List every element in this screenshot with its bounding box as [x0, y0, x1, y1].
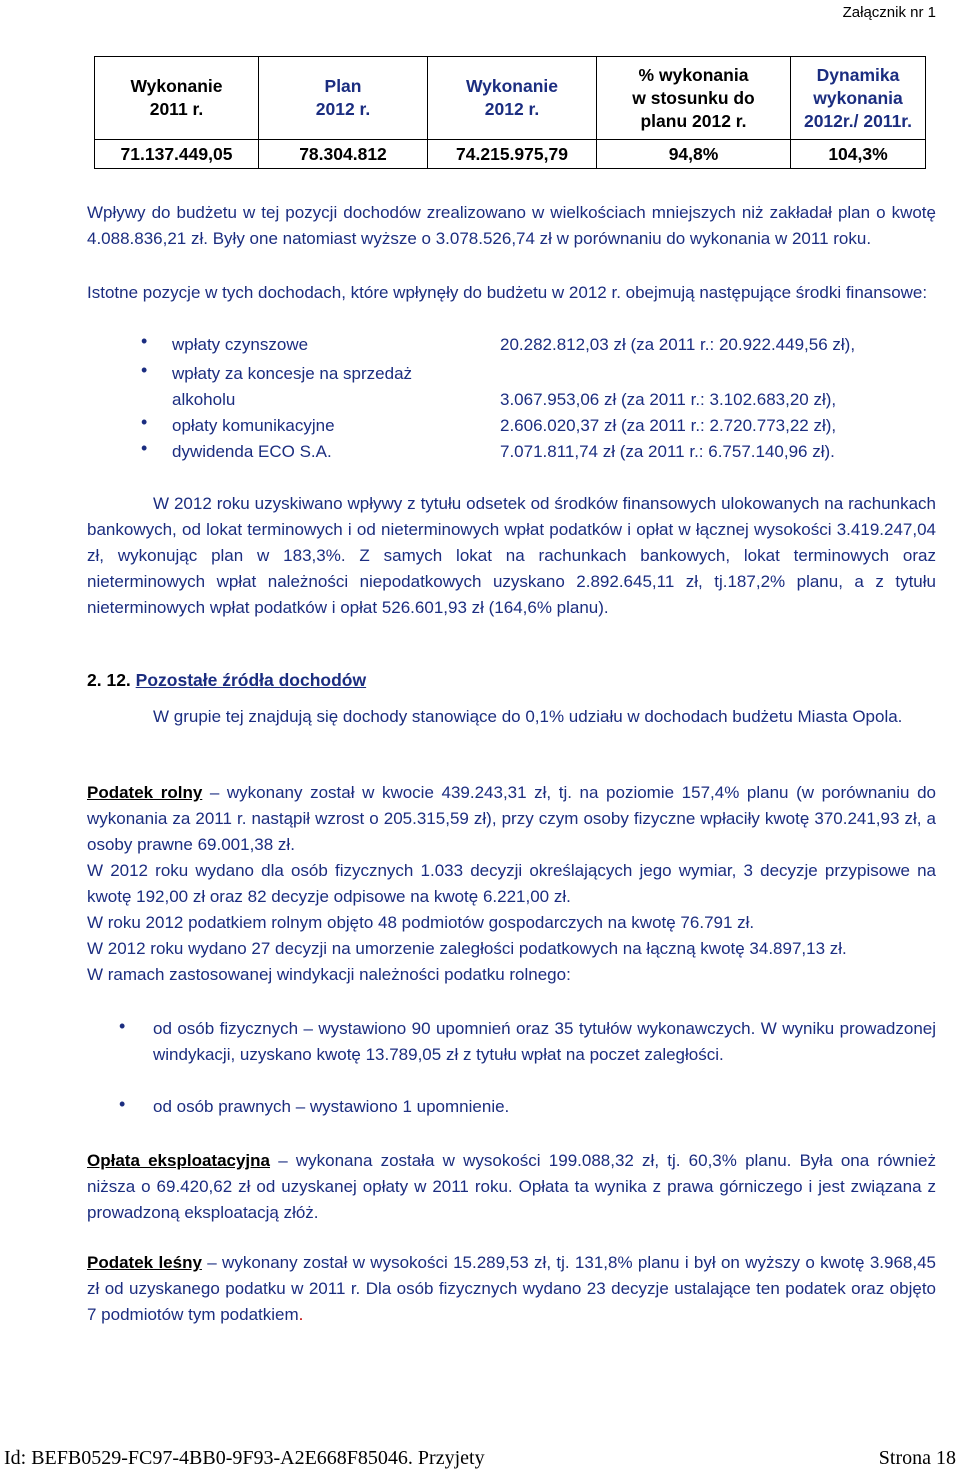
- list-item-label: wpłaty czynszowe: [172, 335, 309, 354]
- bullet-icon: •: [141, 412, 148, 432]
- table-header-row: [95, 57, 926, 140]
- bullet-icon: •: [141, 360, 148, 380]
- header-wykonanie-2011: Wykonanie 2011 r.: [95, 57, 259, 140]
- paragraph-odsetki: W 2012 roku uzyskiwano wpływy z tytułu odsetek od środków finansowych ulokowanych na rachunkach bankowych, od lokat terminowych i od nieterminowych wpłat podatków i opłat w łącznej wysokości 3.419.247,04 zł, wykonując plan w 183,3%. Z samych lokat na rachunkach bankowych, lokat terminowych oraz nieterminowych wpłat należności niepodatkowych uzyskano 2.892.645,11 zł, tj.187,2% planu, a z tytułu nieterminowych wpłat podatków i opłat 526.601,93 zł (164,6% planu).: [87, 494, 936, 617]
- attachment-label: Załącznik nr 1: [842, 4, 936, 21]
- table-values-row: [95, 140, 926, 169]
- section-heading: 2. 12. Pozostałe źródła dochodów: [87, 670, 367, 690]
- list-item-label: alkoholu: [172, 390, 236, 409]
- oplata-eksploatacyjna-title: Opłata eksploatacyjna: [87, 1151, 270, 1170]
- windykacja-item: od osób prawnych – wystawiono 1 upomnienie.: [153, 1097, 510, 1116]
- paragraph-wplywy: Wpływy do budżetu w tej pozycji dochodów zrealizowano w wielkościach mniejszych niż zakładał plan o kwotę 4.088.836,21 zł. Były one natomiast wyższe o 3.078.526,74 zł w porównaniu do wykonania w 2011 roku.: [87, 203, 936, 248]
- page-number: Strona 18: [878, 1447, 956, 1469]
- list-item-value: 3.067.953,06 zł (za 2011 r.: 3.102.683,20 zł),: [500, 390, 837, 409]
- podatek-lesny-title: Podatek leśny: [87, 1253, 202, 1272]
- table-cell: 78.304.812: [259, 140, 428, 169]
- bullet-icon: •: [119, 1016, 126, 1036]
- bullet-icon: •: [119, 1094, 126, 1114]
- header-dynamika: Dynamika wykonania 2012r./ 2011r.: [791, 57, 926, 140]
- podatek-lesny-section: Podatek leśny – wykonany został w wysokości 15.289,53 zł, tj. 131,8% planu i był on wyższy o kwotę 3.968,45 zł od uzyskanego podatku w 2011 r. Dla osób fizycznych wydano 23 decyzje ustalające ten podatek oraz objęto 7 podmiotów tym podatkiem.: [87, 1253, 937, 1324]
- list-item-value: 2.606.020,37 zł (za 2011 r.: 2.720.773,22 zł),: [500, 416, 837, 435]
- podatek-rolny-title: Podatek rolny: [87, 783, 203, 802]
- podatek-rolny-section: Podatek rolny – wykonany został w kwocie 439.243,31 zł, tj. na poziomie 157,4% planu (w porównaniu do wykonania za 2011 r. nastąpił wzrost o 205.315,59 zł), przy czym osoby fizyczne wpłaciły kwotę 370.241,93 zł, a osoby prawne 69.001,38 zł. W 2012 roku wydano dla osób fizycznych 1.033 decyzji określających jego wymiar, 3 decyzje przypisowe na kwotę 192,00 zł oraz 82 decyzje odpisowe na kwotę 6.221,00 zł. W roku 2012 podatkiem rolnym objęto 48 podmiotów gospodarczych na kwotę 76.791 zł. W 2012 roku wydano 27 decyzji na umorzenie zaległości podatkowych na łączną kwotę 34.897,13 zł. W ramach zastosowanej windykacji należności podatku rolnego:: [87, 783, 936, 984]
- bullet-icon: •: [141, 438, 148, 458]
- header-wykonanie-2012: Wykonanie 2012 r.: [428, 57, 597, 140]
- windykacja-item: od osób fizycznych – wystawiono 90 upomnień oraz 35 tytułów wykonawczych. W wyniku prowadzonej windykacji, uzyskano kwotę 13.789,05 zł z tytułu wpłat na poczet zaległości.: [153, 1019, 936, 1064]
- list-item-value: 20.282.812,03 zł (za 2011 r.: 20.922.449,56 zł),: [500, 335, 856, 354]
- oplata-eksploatacyjna-section: Opłata eksploatacyjna – wykonana została w wysokości 199.088,32 zł, tj. 60,3% planu. Była ona również niższa o 69.420,62 zł od uzyskanej opłaty w 2011 roku. Opłata ta wynika z prawa górniczego i jest związana z prowadzoną eksploatacją złóż.: [87, 1151, 936, 1222]
- paragraph-grupa: W grupie tej znajdują się dochody stanowiące do 0,1% udziału w dochodach budżetu Miasta Opola.: [153, 707, 903, 726]
- bullet-icon: •: [141, 331, 148, 351]
- list-item-label: opłaty komunikacyjne: [172, 416, 335, 435]
- table-cell: 74.215.975,79: [428, 140, 597, 169]
- list-item-label: dywidenda ECO S.A.: [172, 442, 332, 461]
- table-cell: 104,3%: [791, 140, 926, 169]
- header-procent: % wykonania w stosunku do planu 2012 r.: [597, 57, 791, 140]
- table-cell: 94,8%: [597, 140, 791, 169]
- paragraph-istotne: Istotne pozycje w tych dochodach, które wpłynęły do budżetu w 2012 r. obejmują następujące środki finansowe:: [87, 283, 928, 302]
- summary-table: [94, 56, 926, 169]
- table-cell: 71.137.449,05: [95, 140, 259, 169]
- list-item-label: wpłaty za koncesje na sprzedaż: [172, 364, 413, 383]
- document-id: Id: BEFB0529-FC97-4BB0-9F93-A2E668F85046. Przyjety: [4, 1447, 485, 1469]
- header-plan-2012: Plan 2012 r.: [259, 57, 428, 140]
- list-item-value: 7.071.811,74 zł (za 2011 r.: 6.757.140,96 zł).: [500, 442, 835, 461]
